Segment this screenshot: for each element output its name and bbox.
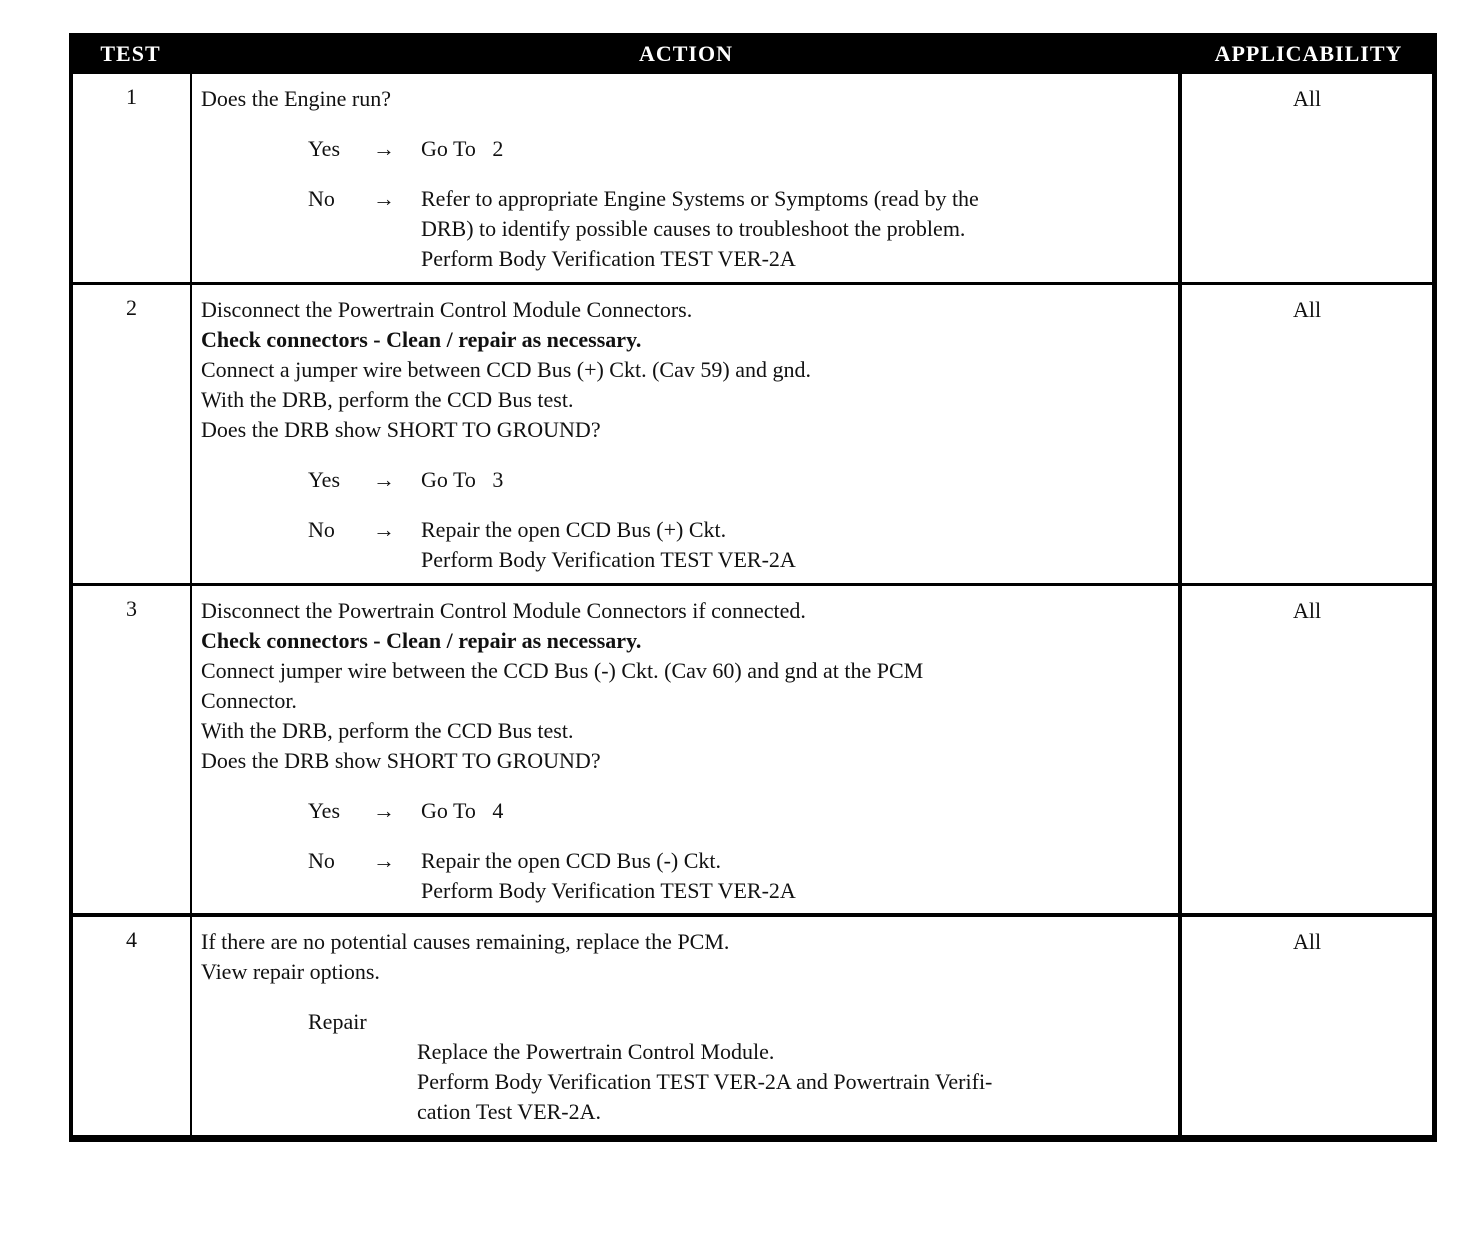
yes-label: Yes	[308, 467, 341, 492]
action-line: Does the Engine run?	[201, 86, 391, 111]
yes-label: Yes	[308, 136, 341, 161]
no-branch	[201, 846, 1178, 876]
action-line: Disconnect the Powertrain Control Module Connectors if connected.	[201, 598, 806, 623]
no-result: Perform Body Verification TEST VER-2A	[421, 547, 796, 572]
no-result: Repair the open CCD Bus (+) Ckt.	[421, 517, 727, 542]
no-result: Repair the open CCD Bus (-) Ckt.	[421, 848, 722, 873]
yes-branch	[201, 134, 1178, 164]
no-label: No	[308, 517, 335, 542]
applicability-cell	[1182, 917, 1432, 1135]
action-line: With the DRB, perform the CCD Bus test.	[201, 387, 574, 412]
repair-line: Perform Body Verification TEST VER-2A and Powertrain Verifi-	[417, 1069, 993, 1094]
arrow-icon: →	[373, 848, 395, 873]
no-label: No	[308, 848, 335, 873]
applicability-cell	[1182, 74, 1432, 282]
diagnostic-table	[69, 33, 1437, 1142]
action-line: Connect a jumper wire between CCD Bus (+) Ckt. (Cav 59) and gnd.	[201, 357, 811, 382]
arrow-icon: →	[373, 517, 395, 542]
action-line: With the DRB, perform the CCD Bus test.	[201, 718, 574, 743]
repair-line: Replace the Powertrain Control Module.	[417, 1039, 775, 1064]
yes-label: Yes	[308, 798, 341, 823]
yes-result: Go To 2	[421, 136, 504, 161]
header-test: TEST	[100, 40, 161, 66]
test-number-cell	[73, 917, 190, 1135]
arrow-icon: →	[373, 136, 395, 161]
no-branch	[201, 515, 1178, 545]
no-result: Perform Body Verification TEST VER-2A	[421, 246, 796, 271]
arrow-icon: →	[373, 186, 395, 211]
applicability-value: All	[1292, 297, 1322, 322]
header-action: ACTION	[638, 40, 733, 66]
arrow-icon: →	[373, 467, 395, 492]
repair-label: Repair	[308, 1009, 367, 1034]
yes-result: Go To 3	[421, 467, 504, 492]
test-number-cell	[73, 74, 190, 282]
test-number: 4	[126, 927, 137, 952]
action-line: View repair options.	[201, 959, 380, 984]
no-result: Perform Body Verification TEST VER-2A	[421, 878, 796, 903]
applicability-cell	[1182, 586, 1432, 913]
action-cell	[192, 586, 1178, 913]
arrow-icon: →	[373, 798, 395, 823]
applicability-value: All	[1292, 929, 1322, 954]
yes-result: Go To 4	[421, 798, 504, 823]
action-line-bold: Check connectors - Clean / repair as necessary.	[201, 327, 642, 352]
test-number: 2	[126, 295, 137, 320]
no-result: Refer to appropriate Engine Systems or Symptoms (read by the	[421, 186, 979, 211]
applicability-cell	[1182, 285, 1432, 583]
yes-branch	[201, 796, 1178, 826]
action-line: Connect jumper wire between the CCD Bus (-) Ckt. (Cav 60) and gnd at the PCM	[201, 658, 924, 683]
action-line-bold: Check connectors - Clean / repair as necessary.	[201, 628, 642, 653]
test-number: 1	[126, 84, 137, 109]
yes-branch	[201, 465, 1178, 495]
test-number: 3	[126, 596, 137, 621]
no-branch	[201, 184, 1178, 214]
action-line: If there are no potential causes remaining, replace the PCM.	[201, 929, 730, 954]
action-cell	[192, 74, 1178, 282]
action-line: Does the DRB show SHORT TO GROUND?	[201, 417, 601, 442]
action-line: Connector.	[201, 688, 297, 713]
repair-line: cation Test VER-2A.	[417, 1099, 602, 1124]
applicability-value: All	[1292, 598, 1322, 623]
action-line: Disconnect the Powertrain Control Module Connectors.	[201, 297, 693, 322]
no-result: DRB) to identify possible causes to troubleshoot the problem.	[421, 216, 966, 241]
applicability-value: All	[1292, 86, 1322, 111]
test-number-cell	[73, 586, 190, 913]
action-line: Does the DRB show SHORT TO GROUND?	[201, 748, 601, 773]
action-cell	[192, 285, 1178, 583]
header-applicability: APPLICABILITY	[1214, 40, 1403, 66]
action-cell	[192, 917, 1178, 1135]
test-number-cell	[73, 285, 190, 583]
no-label: No	[308, 186, 335, 211]
